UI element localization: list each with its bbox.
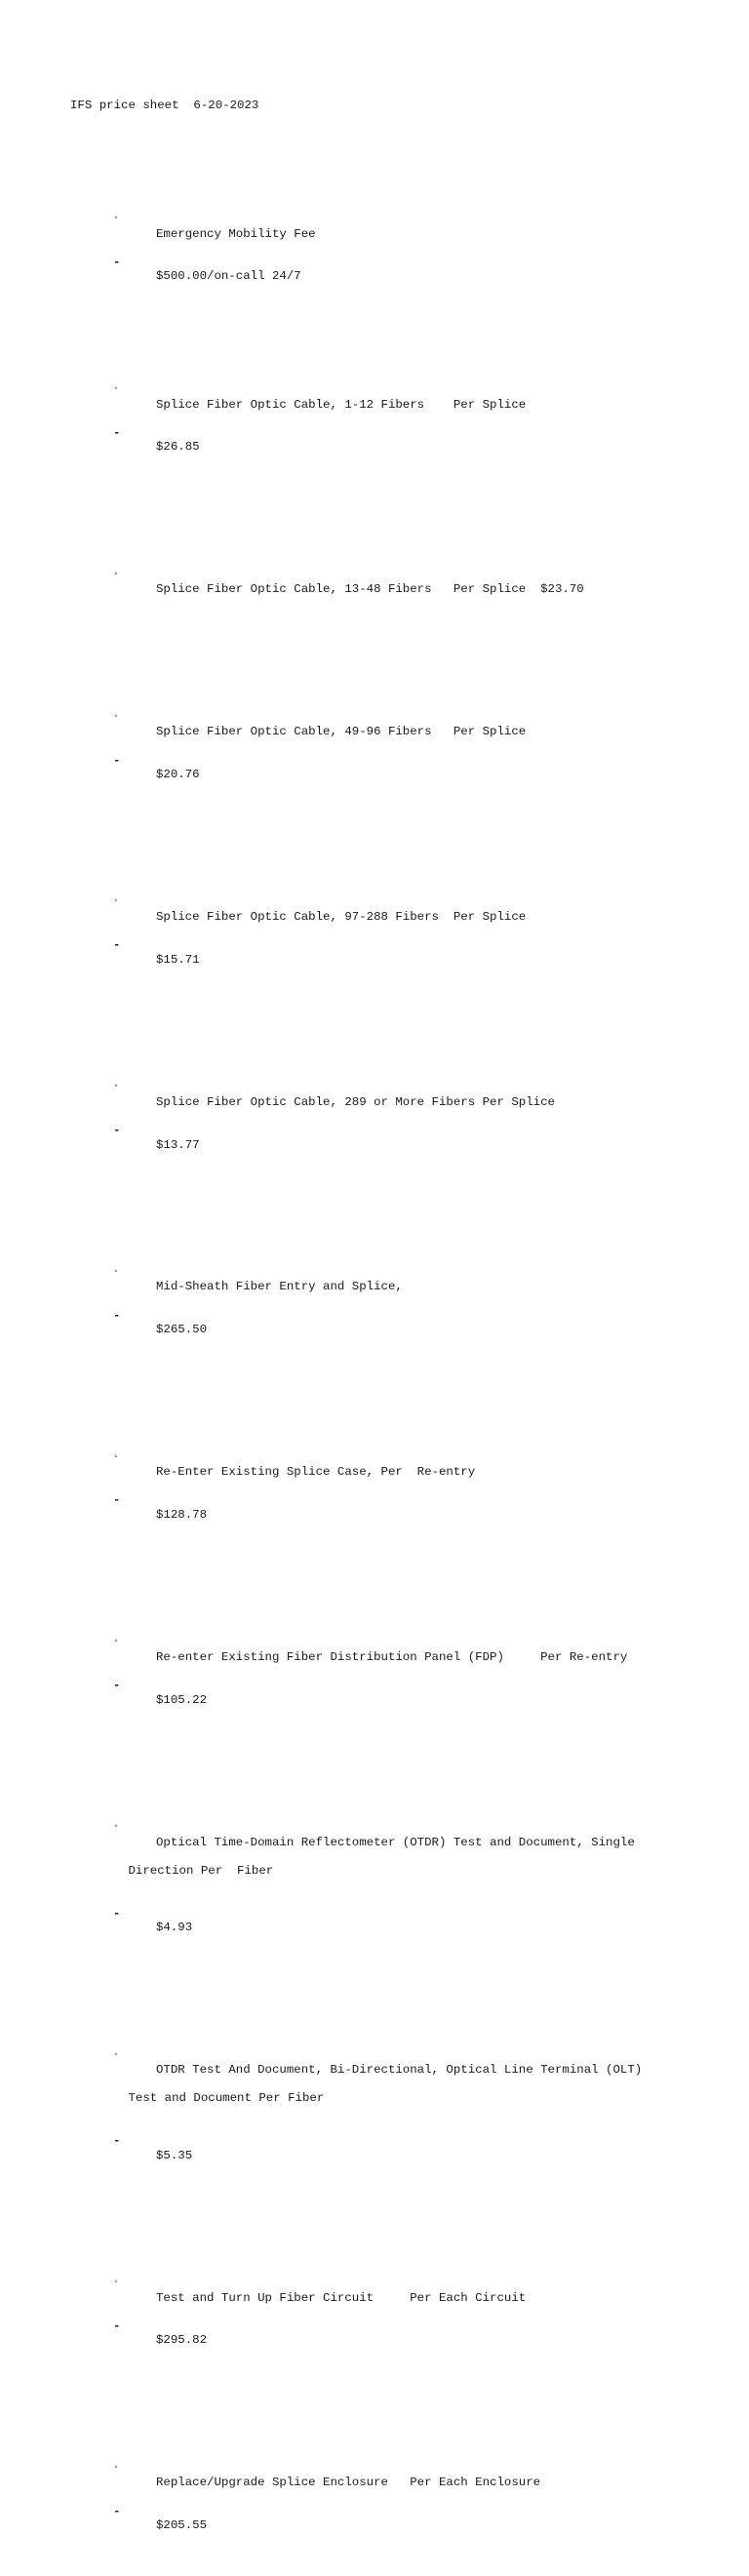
item-price: $205.55 [156,2518,208,2533]
document-title: IFS price sheet 6-20-2023 [70,99,259,113]
price-item [70,2419,675,2533]
price-item [70,853,675,968]
circle-bullet-icon: ◦ [113,384,120,396]
dash-bullet-icon: - [113,2134,121,2149]
circle-bullet-icon: ◦ [113,1451,120,1463]
dash-bullet-icon: - [113,1679,121,1693]
circle-bullet-icon: ◦ [113,1266,120,1278]
circle-bullet-icon: ◦ [113,896,120,908]
item-price: $26.85 [156,440,200,455]
circle-bullet-icon: ◦ [113,2049,120,2061]
item-price: $15.71 [156,952,200,967]
dash-bullet-icon: - [113,1906,121,1921]
circle-bullet-icon: ◦ [113,569,120,580]
price-item [70,1778,675,1935]
dash-bullet-icon: - [113,753,121,768]
price-item [70,2234,675,2348]
price-item [70,526,675,597]
price-item [70,668,675,782]
dash-bullet-icon: - [113,938,121,953]
item-label: OTDR Test And Document, Bi-Directional, Optical Line Terminal (OLT) [156,2063,643,2078]
item-label: Emergency Mobility Fee [156,226,316,241]
item-price: $13.77 [156,1137,200,1152]
circle-bullet-icon: ◦ [113,1082,120,1093]
item-label: Splice Fiber Optic Cable, 13-48 Fibers Per Splice $23.70 [156,582,584,597]
circle-bullet-icon: ◦ [113,1822,120,1834]
item-price: $5.35 [156,2148,193,2162]
item-label: Re-Enter Existing Splice Case, Per Re-entry [156,1465,476,1480]
item-label-continuation: Test and Document Per Fiber [128,2091,325,2106]
item-price: $128.78 [156,1507,208,1522]
price-item [70,1223,675,1337]
item-label: Splice Fiber Optic Cable, 49-96 Fibers Per Splice [156,725,527,739]
dash-bullet-icon: - [113,2318,121,2333]
item-label: Splice Fiber Optic Cable, 97-288 Fibers Per Splice [156,910,527,925]
item-price: $265.50 [156,1323,208,1337]
item-label: Re-enter Existing Fiber Distribution Panel (FDP) Per Re-entry [156,1649,628,1664]
price-item [70,340,675,455]
price-sheet [70,70,675,2576]
item-label: Test and Turn Up Fiber Circuit Per Each Circuit [156,2290,527,2305]
item-label-continuation: Direction Per Fiber [128,1863,274,1878]
item-price: $295.82 [156,2333,208,2348]
price-item [70,1038,675,1152]
item-price: $4.93 [156,1921,193,1935]
item-label: Splice Fiber Optic Cable, 1-12 Fibers Per Splice [156,397,527,412]
circle-bullet-icon: ◦ [113,213,120,224]
circle-bullet-icon: ◦ [113,711,120,723]
circle-bullet-icon: ◦ [113,2278,120,2289]
item-label: Replace/Upgrade Splice Enclosure Per Each Enclosure [156,2476,541,2490]
dash-bullet-icon: - [113,2504,121,2518]
dash-bullet-icon: - [113,1493,121,1508]
item-price: $500.00/on-call 24/7 [156,269,301,284]
dash-bullet-icon: - [113,255,121,269]
item-label: Mid-Sheath Fiber Entry and Splice, [156,1280,403,1294]
dash-bullet-icon: - [113,425,121,440]
price-item [70,170,675,284]
price-item [70,1408,675,1523]
item-price: $20.76 [156,768,200,782]
item-label: Splice Fiber Optic Cable, 289 or More Fibers Per Splice [156,1094,555,1109]
dash-bullet-icon: - [113,1308,121,1323]
circle-bullet-icon: ◦ [113,1637,120,1648]
price-item [70,1594,675,1708]
dash-bullet-icon: - [113,1123,121,1137]
item-price: $105.22 [156,1692,208,1707]
item-label: Optical Time-Domain Reflectometer (OTDR) Test and Document, Single [156,1835,635,1849]
price-item [70,2006,675,2163]
circle-bullet-icon: ◦ [113,2462,120,2474]
